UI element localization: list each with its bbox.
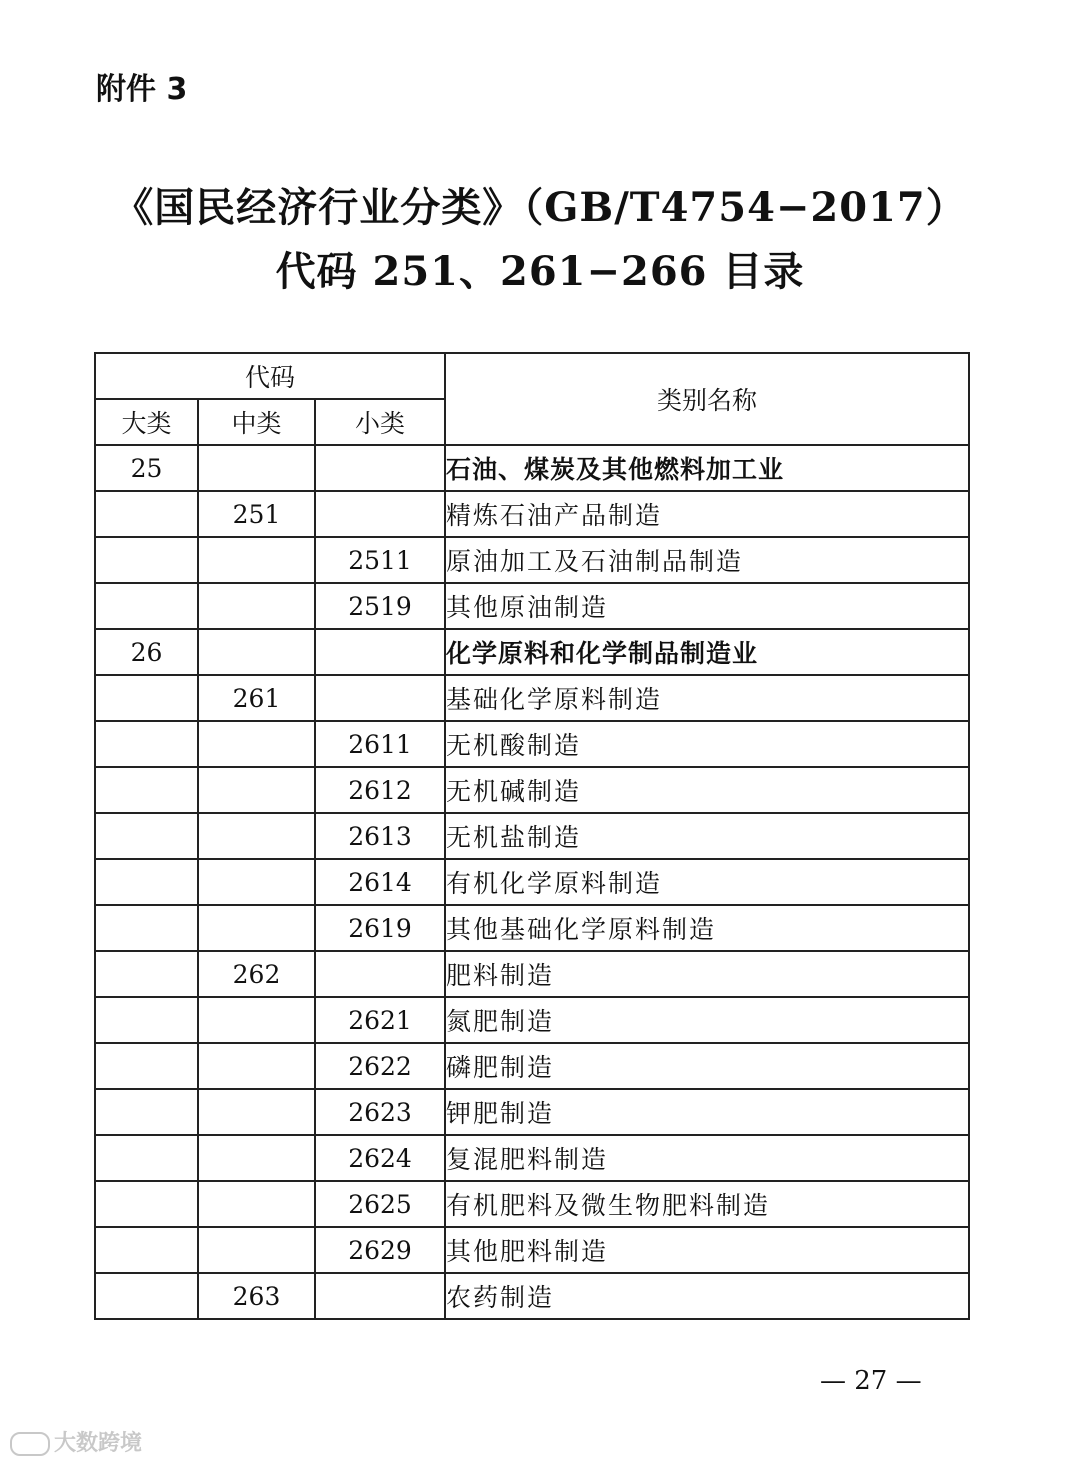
category-name-cell: 氮肥制造: [445, 997, 969, 1043]
major-code-cell: [95, 997, 198, 1043]
minor-code-cell: [315, 1273, 445, 1319]
medium-code-cell: [198, 767, 315, 813]
major-code-cell: [95, 1043, 198, 1089]
category-name-cell: 无机盐制造: [445, 813, 969, 859]
table-row: [95, 859, 969, 905]
medium-code-cell: [198, 1181, 315, 1227]
minor-code-cell: [315, 675, 445, 721]
table-row: [95, 675, 969, 721]
table-row: [95, 721, 969, 767]
table-row: [95, 767, 969, 813]
medium-code-cell: [198, 1227, 315, 1273]
category-name-cell: 其他原油制造: [445, 583, 969, 629]
category-name-cell: 其他基础化学原料制造: [445, 905, 969, 951]
table-row: [95, 951, 969, 997]
category-name-cell: 钾肥制造: [445, 1089, 969, 1135]
major-code-cell: [95, 721, 198, 767]
major-code-cell: 26: [95, 629, 198, 675]
minor-code-cell: 2625: [315, 1181, 445, 1227]
category-name-cell: 精炼石油产品制造: [445, 491, 969, 537]
minor-code-cell: [315, 445, 445, 491]
minor-code-cell: 2511: [315, 537, 445, 583]
table-row: [95, 491, 969, 537]
table-row: [95, 583, 969, 629]
medium-code-cell: [198, 721, 315, 767]
major-code-cell: [95, 1273, 198, 1319]
header-minor: 小类: [315, 399, 445, 445]
medium-code-cell: [198, 859, 315, 905]
header-code: 代码: [95, 353, 445, 399]
category-name-cell: 复混肥料制造: [445, 1135, 969, 1181]
minor-code-cell: 2623: [315, 1089, 445, 1135]
category-name-cell: 其他肥料制造: [445, 1227, 969, 1273]
major-code-cell: [95, 491, 198, 537]
table-row: [95, 1227, 969, 1273]
table-row: [95, 997, 969, 1043]
minor-code-cell: 2621: [315, 997, 445, 1043]
category-name-cell: 化学原料和化学制品制造业: [445, 629, 969, 675]
category-name-cell: 石油、煤炭及其他燃料加工业: [445, 445, 969, 491]
major-code-cell: [95, 951, 198, 997]
watermark-logo-icon: [10, 1432, 50, 1456]
major-code-cell: [95, 1135, 198, 1181]
table-body: [95, 445, 969, 1319]
major-code-cell: [95, 1089, 198, 1135]
table-row: [95, 629, 969, 675]
table-row: [95, 905, 969, 951]
watermark-text: 大数跨境: [54, 1431, 143, 1456]
table-row: [95, 537, 969, 583]
major-code-cell: [95, 767, 198, 813]
major-code-cell: [95, 859, 198, 905]
major-code-cell: [95, 905, 198, 951]
medium-code-cell: 251: [198, 491, 315, 537]
category-name-cell: 磷肥制造: [445, 1043, 969, 1089]
minor-code-cell: [315, 629, 445, 675]
minor-code-cell: 2612: [315, 767, 445, 813]
document-title: 《国民经济行业分类》（GB/T4754−2017）: [113, 184, 967, 231]
medium-code-cell: 262: [198, 951, 315, 997]
medium-code-cell: [198, 905, 315, 951]
medium-code-cell: [198, 1089, 315, 1135]
minor-code-cell: 2613: [315, 813, 445, 859]
minor-code-cell: 2624: [315, 1135, 445, 1181]
table-row: [95, 1043, 969, 1089]
category-name-cell: 原油加工及石油制品制造: [445, 537, 969, 583]
medium-code-cell: 261: [198, 675, 315, 721]
industry-code-table: [94, 352, 970, 1320]
minor-code-cell: 2619: [315, 905, 445, 951]
medium-code-cell: [198, 537, 315, 583]
category-name-cell: 农药制造: [445, 1273, 969, 1319]
table-row: [95, 1273, 969, 1319]
major-code-cell: [95, 583, 198, 629]
major-code-cell: [95, 813, 198, 859]
page-number: — 27 —: [820, 1366, 922, 1396]
major-code-cell: [95, 1227, 198, 1273]
table-row: [95, 1135, 969, 1181]
category-name-cell: 无机碱制造: [445, 767, 969, 813]
major-code-cell: 25: [95, 445, 198, 491]
medium-code-cell: [198, 813, 315, 859]
minor-code-cell: [315, 951, 445, 997]
table-row: [95, 1181, 969, 1227]
category-name-cell: 有机化学原料制造: [445, 859, 969, 905]
table-row: [95, 813, 969, 859]
minor-code-cell: 2622: [315, 1043, 445, 1089]
table-row: [95, 445, 969, 491]
minor-code-cell: 2519: [315, 583, 445, 629]
watermark: [10, 1426, 142, 1457]
major-code-cell: [95, 1181, 198, 1227]
header-category-name: 类别名称: [445, 353, 969, 445]
minor-code-cell: 2614: [315, 859, 445, 905]
category-name-cell: 有机肥料及微生物肥料制造: [445, 1181, 969, 1227]
minor-code-cell: [315, 491, 445, 537]
document-subtitle: 代码 251、261−266 目录: [275, 248, 805, 295]
header-major: 大类: [95, 399, 198, 445]
medium-code-cell: 263: [198, 1273, 315, 1319]
minor-code-cell: 2629: [315, 1227, 445, 1273]
medium-code-cell: [198, 1135, 315, 1181]
category-name-cell: 无机酸制造: [445, 721, 969, 767]
header-medium: 中类: [198, 399, 315, 445]
category-name-cell: 肥料制造: [445, 951, 969, 997]
medium-code-cell: [198, 629, 315, 675]
minor-code-cell: 2611: [315, 721, 445, 767]
attachment-label: 附件 3: [96, 72, 188, 107]
category-name-cell: 基础化学原料制造: [445, 675, 969, 721]
major-code-cell: [95, 537, 198, 583]
table-row: [95, 1089, 969, 1135]
medium-code-cell: [198, 583, 315, 629]
medium-code-cell: [198, 445, 315, 491]
medium-code-cell: [198, 997, 315, 1043]
medium-code-cell: [198, 1043, 315, 1089]
major-code-cell: [95, 675, 198, 721]
